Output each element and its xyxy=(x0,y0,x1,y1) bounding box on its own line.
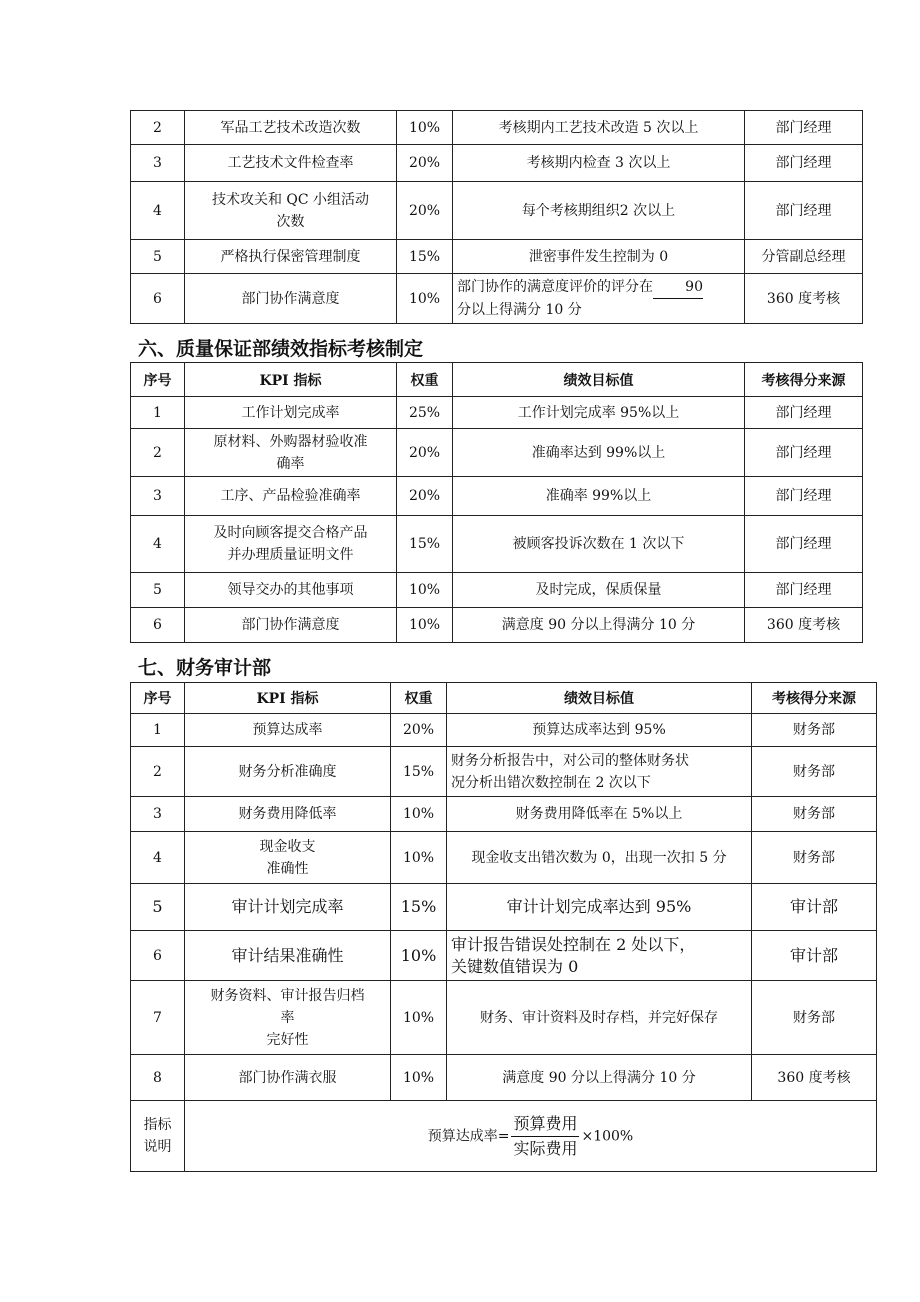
formula-numerator: 预算费用 xyxy=(511,1112,579,1137)
weight-cell: 20% xyxy=(397,182,453,240)
kpi-cell: 部门协作满衣服 xyxy=(185,1055,391,1101)
source-cell: 审计部 xyxy=(752,884,877,931)
weight-cell: 10% xyxy=(397,608,453,643)
kpi-line: 率 xyxy=(280,1009,295,1026)
source-cell: 部门经理 xyxy=(745,145,863,182)
kpi-line: 确率 xyxy=(276,455,305,472)
row-number: 5 xyxy=(131,573,185,608)
header-no: 序号 xyxy=(131,363,185,397)
target-cell xyxy=(447,747,752,797)
section-title: 七、财务审计部 xyxy=(138,657,272,679)
note-row xyxy=(131,1101,877,1172)
source-cell: 部门经理 xyxy=(745,182,863,240)
kpi-line: 及时向顾客提交合格产品 xyxy=(213,525,368,541)
kpi-line: 准确性 xyxy=(266,860,309,877)
kpi-cell: 严格执行保密管理制度 xyxy=(185,240,397,274)
row-number: 2 xyxy=(131,429,185,477)
row-number: 5 xyxy=(131,884,185,931)
kpi-line: 次数 xyxy=(276,213,305,230)
row-number: 6 xyxy=(131,931,185,981)
table-row xyxy=(131,145,863,182)
kpi-cell: 财务费用降低率 xyxy=(185,797,391,832)
row-number: 3 xyxy=(131,797,185,832)
target-line: 审计报告错误处控制在 2 处以下， xyxy=(451,934,696,954)
header-weight: 权重 xyxy=(397,363,453,397)
target-cell: 工作计划完成率 95%以上 xyxy=(453,397,745,429)
target-line: 况分析出错次数控制在 2 次以下 xyxy=(451,774,651,791)
target-line: 关键数值错误为 0 xyxy=(451,956,579,976)
target-cell: 预算达成率达到 95% xyxy=(447,714,752,747)
target-cell: 准确率 99%以上 xyxy=(453,477,745,516)
source-cell: 部门经理 xyxy=(745,573,863,608)
target-cell: 考核期内检查 3 次以上 xyxy=(453,145,745,182)
kpi-cell: 军品工艺技术改造次数 xyxy=(185,111,397,145)
quality-kpi-table xyxy=(130,362,863,643)
source-cell: 部门经理 xyxy=(745,429,863,477)
table-row xyxy=(131,797,877,832)
header-source: 考核得分来源 xyxy=(752,683,877,714)
target-cell: 准确率达到 99%以上 xyxy=(453,429,745,477)
finance-kpi-table xyxy=(130,682,877,1172)
target-cell: 考核期内工艺技术改造 5 次以上 xyxy=(453,111,745,145)
kpi-cell: 审计计划完成率 xyxy=(185,884,391,931)
table-row xyxy=(131,608,863,643)
weight-cell: 20% xyxy=(391,714,447,747)
weight-cell: 10% xyxy=(397,573,453,608)
weight-cell: 15% xyxy=(391,884,447,931)
kpi-cell: 审计结果准确性 xyxy=(185,931,391,981)
underlined-score: 90 xyxy=(653,276,703,299)
source-cell: 部门经理 xyxy=(745,397,863,429)
header-no: 序号 xyxy=(131,683,185,714)
weight-cell: 10% xyxy=(391,1055,447,1101)
target-cell: 财务费用降低率在 5%以上 xyxy=(447,797,752,832)
kpi-cell: 工序、产品检验准确率 xyxy=(185,477,397,516)
source-cell: 财务部 xyxy=(752,714,877,747)
weight-cell: 20% xyxy=(397,477,453,516)
table-row xyxy=(131,981,877,1055)
kpi-line: 财务资料、审计报告归档 xyxy=(210,987,365,1004)
source-cell: 财务部 xyxy=(752,747,877,797)
header-weight: 权重 xyxy=(391,683,447,714)
row-number: 6 xyxy=(131,274,185,324)
source-cell: 部门经理 xyxy=(745,111,863,145)
row-number: 5 xyxy=(131,240,185,274)
header-kpi: KPI 指标 xyxy=(185,683,391,714)
weight-cell: 10% xyxy=(391,981,447,1055)
formula-lhs: 预算达成率= xyxy=(427,1128,510,1144)
table-row xyxy=(131,1055,877,1101)
target-cell: 泄密事件发生控制为 0 xyxy=(453,240,745,274)
target-cell: 审计计划完成率达到 95% xyxy=(447,884,752,931)
source-cell: 部门经理 xyxy=(745,477,863,516)
weight-cell: 15% xyxy=(391,747,447,797)
row-number: 4 xyxy=(131,516,185,573)
weight-cell: 20% xyxy=(397,145,453,182)
row-number: 2 xyxy=(131,111,185,145)
kpi-line: 原材料、外购器材验收准 xyxy=(213,433,368,450)
formula-cell xyxy=(185,1101,877,1172)
table-row xyxy=(131,931,877,981)
target-cell xyxy=(453,274,745,324)
weight-cell: 10% xyxy=(391,832,447,884)
row-number: 1 xyxy=(131,714,185,747)
row-number: 2 xyxy=(131,747,185,797)
weight-cell: 10% xyxy=(391,931,447,981)
target-line: 财务分析报告中，对公司的整体财务状 xyxy=(451,752,689,769)
kpi-cell xyxy=(185,516,397,573)
note-label xyxy=(131,1101,185,1172)
table-row xyxy=(131,182,863,240)
header-source: 考核得分来源 xyxy=(745,363,863,397)
row-number: 7 xyxy=(131,981,185,1055)
kpi-cell: 财务分析准确度 xyxy=(185,747,391,797)
source-cell: 财务部 xyxy=(752,832,877,884)
kpi-cell: 预算达成率 xyxy=(185,714,391,747)
kpi-cell: 工艺技术文件检查率 xyxy=(185,145,397,182)
source-cell: 360 度考核 xyxy=(745,608,863,643)
formula-denominator: 实际费用 xyxy=(513,1138,578,1158)
table-row xyxy=(131,884,877,931)
table-header-row xyxy=(131,363,863,397)
header-target: 绩效目标值 xyxy=(447,683,752,714)
kpi-line: 完好性 xyxy=(266,1031,309,1048)
section-title: 六、质量保证部绩效指标考核制定 xyxy=(138,338,424,360)
row-number: 6 xyxy=(131,608,185,643)
target-cell: 财务、审计资料及时存档，并完好保存 xyxy=(447,981,752,1055)
header-target: 绩效目标值 xyxy=(453,363,745,397)
kpi-cell: 部门协作满意度 xyxy=(185,274,397,324)
target-cell: 现金收支出错次数为 0，出现一次扣 5 分 xyxy=(447,832,752,884)
table-row xyxy=(131,714,877,747)
table-row xyxy=(131,397,863,429)
table-row xyxy=(131,516,863,573)
table-row xyxy=(131,477,863,516)
target-cell xyxy=(447,931,752,981)
row-number: 3 xyxy=(131,145,185,182)
source-cell: 360 度考核 xyxy=(752,1055,877,1101)
kpi-line: 并办理质量证明文件 xyxy=(227,547,354,563)
table-row xyxy=(131,573,863,608)
weight-cell: 10% xyxy=(391,797,447,832)
formula-multiplier: ×100% xyxy=(581,1128,634,1144)
target-cell: 满意度 90 分以上得满分 10 分 xyxy=(447,1055,752,1101)
row-number: 8 xyxy=(131,1055,185,1101)
target-text: 部门协作的满意度评价的评分在 xyxy=(457,279,653,295)
weight-cell: 20% xyxy=(397,429,453,477)
kpi-cell: 工作计划完成率 xyxy=(185,397,397,429)
table-row xyxy=(131,111,863,145)
table-row xyxy=(131,429,863,477)
source-cell: 财务部 xyxy=(752,981,877,1055)
kpi-cell xyxy=(185,182,397,240)
kpi-line: 现金收支 xyxy=(259,838,316,855)
weight-cell: 10% xyxy=(397,274,453,324)
kpi-cell xyxy=(185,832,391,884)
target-cell: 每个考核期组织2 次以上 xyxy=(453,182,745,240)
kpi-cell xyxy=(185,429,397,477)
table-row xyxy=(131,747,877,797)
table-row xyxy=(131,240,863,274)
source-cell: 财务部 xyxy=(752,797,877,832)
table-continued xyxy=(130,110,863,324)
weight-cell: 15% xyxy=(397,240,453,274)
kpi-cell: 领导交办的其他事项 xyxy=(185,573,397,608)
table-row xyxy=(131,832,877,884)
target-cell: 被顾客投诉次数在 1 次以下 xyxy=(453,516,745,573)
source-cell: 审计部 xyxy=(752,931,877,981)
row-number: 4 xyxy=(131,182,185,240)
kpi-cell: 部门协作满意度 xyxy=(185,608,397,643)
formula-fraction xyxy=(511,1112,579,1161)
kpi-line: 技术攻关和 QC 小组活动 xyxy=(211,191,370,208)
source-cell: 分管副总经理 xyxy=(745,240,863,274)
weight-cell: 25% xyxy=(397,397,453,429)
row-number: 1 xyxy=(131,397,185,429)
target-cell: 及时完成，保质保量 xyxy=(453,573,745,608)
row-number: 4 xyxy=(131,832,185,884)
source-cell: 部门经理 xyxy=(745,516,863,573)
source-cell: 360 度考核 xyxy=(745,274,863,324)
target-text: 分以上得满分 10 分 xyxy=(457,302,582,318)
weight-cell: 10% xyxy=(397,111,453,145)
kpi-cell xyxy=(185,981,391,1055)
note-label-line: 说明 xyxy=(143,1139,172,1155)
table-row xyxy=(131,274,863,324)
table-header-row xyxy=(131,683,877,714)
weight-cell: 15% xyxy=(397,516,453,573)
row-number: 3 xyxy=(131,477,185,516)
note-label-line: 指标 xyxy=(143,1117,172,1133)
target-cell: 满意度 90 分以上得满分 10 分 xyxy=(453,608,745,643)
header-kpi: KPI 指标 xyxy=(185,363,397,397)
